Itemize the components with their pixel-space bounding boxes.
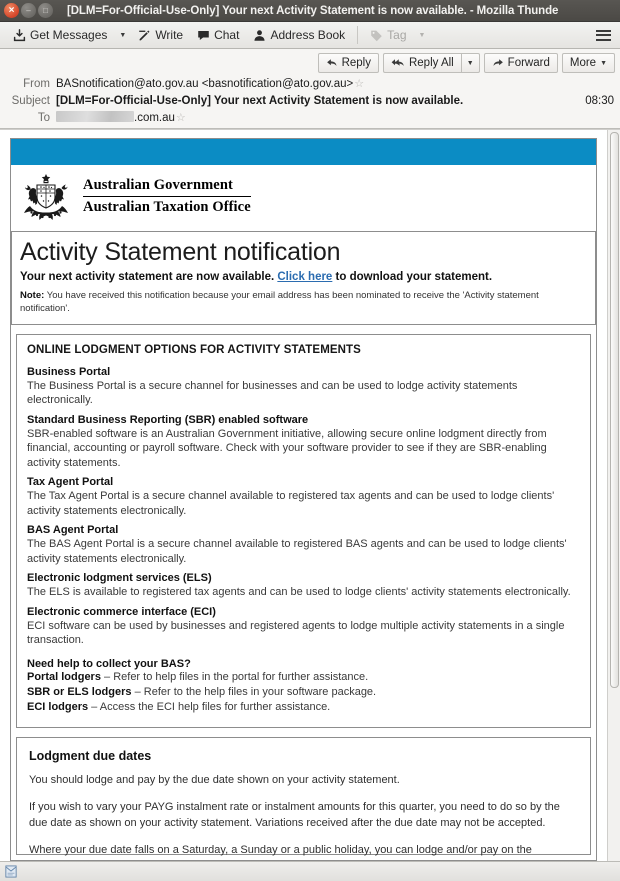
window-title-bar	[0, 0, 620, 22]
message-time: 08:30	[585, 94, 614, 107]
chevron-down-icon: ▼	[466, 59, 474, 67]
subject-label: Subject	[11, 94, 50, 107]
status-bar	[0, 861, 620, 881]
help-line-label: ECI lodgers	[27, 701, 89, 714]
subject-value: [DLM=For-Official-Use-Only] Your next Activity Statement is now available.	[56, 94, 464, 107]
window-minimize-button[interactable]	[21, 3, 36, 18]
help-line	[27, 685, 580, 700]
tag-button[interactable]	[363, 24, 413, 46]
reply-arrow-icon	[326, 57, 338, 69]
ato-branding	[11, 165, 596, 227]
page-title: Activity Statement notification	[20, 238, 341, 266]
option-body: The BAS Agent Portal is a secure channel available to registered BAS agents and can be used to lodge clients' activity statements electronically.	[27, 538, 567, 565]
help-line	[27, 700, 580, 715]
lodgment-option	[17, 600, 590, 648]
option-title: Business Portal	[27, 365, 111, 378]
option-title: Electronic commerce interface (ECI)	[27, 605, 216, 618]
get-messages-label: Get Messages	[30, 28, 108, 42]
from-label: From	[23, 77, 50, 90]
from-row	[0, 75, 620, 92]
chevron-down-icon: ▼	[600, 59, 607, 67]
lodgment-option	[17, 566, 590, 600]
address-book-label: Address Book	[270, 28, 346, 42]
due-dates-panel	[16, 737, 591, 855]
from-address: BASnotification@ato.gov.au <basnotification@ato.gov.au>	[56, 78, 354, 90]
note-label: Note:	[20, 290, 45, 301]
main-toolbar	[0, 22, 620, 49]
due-dates-cut-off-line: Where your due date falls on a Saturday, a Sunday or a public holiday, you can lodge and/or pay on the	[29, 844, 532, 857]
message-body-pane	[0, 129, 620, 861]
message-status-icon	[5, 865, 17, 878]
option-title: BAS Agent Portal	[27, 524, 119, 537]
option-title: Electronic lodgment services (ELS)	[27, 572, 212, 585]
lodgment-option	[17, 518, 590, 566]
pencil-compose-icon	[138, 29, 151, 42]
message-action-bar	[0, 52, 620, 75]
tag-icon	[370, 29, 383, 42]
window-close-button[interactable]	[4, 3, 19, 18]
note-text: You have received this notification because your email address has been nominated to receive the 'Activity statement notification'.	[20, 290, 539, 314]
help-line-label: SBR or ELS lodgers	[27, 685, 132, 698]
more-label: More	[569, 57, 597, 69]
message-scrollbar[interactable]	[607, 130, 620, 861]
help-block	[17, 648, 590, 728]
help-line-text: – Refer to the help files in your software package.	[131, 685, 377, 698]
option-body: The ELS is available to registered tax agents and can be used to lodge clients' activity statements electronically.	[27, 586, 571, 599]
window-maximize-button[interactable]	[38, 3, 53, 18]
forward-button[interactable]	[484, 53, 558, 73]
option-title: Standard Business Reporting (SBR) enabled software	[27, 413, 309, 426]
person-contact-icon	[253, 29, 266, 42]
minimize-icon: –	[26, 5, 31, 15]
option-title: Tax Agent Portal	[27, 476, 114, 489]
get-messages-dropdown[interactable]: ▼	[119, 31, 127, 39]
email-outer-frame	[10, 138, 597, 861]
lead-text-after: to download your statement.	[332, 271, 493, 283]
due-dates-body	[17, 765, 590, 857]
help-line	[27, 670, 580, 685]
star-icon[interactable]: ☆	[175, 112, 186, 124]
download-mail-icon	[13, 29, 26, 42]
notification-note	[12, 286, 595, 324]
window-title: [DLM=For-Official-Use-Only] Your next Activity Statement is now available. - Mozilla Thunde	[67, 4, 559, 17]
lead-text-before: Your next activity statement are now available.	[20, 271, 278, 283]
australian-coat-of-arms	[15, 173, 77, 220]
option-body: ECI software can be used by businesses and registered agents to lodge multiple activity statements in a single transaction.	[27, 619, 565, 647]
chat-bubble-icon	[197, 29, 210, 42]
help-line-text: – Refer to help files in the portal for further assistance.	[100, 670, 369, 683]
to-label: To	[37, 111, 50, 124]
write-label: Write	[155, 28, 184, 42]
lodgment-option	[17, 360, 590, 408]
message-scroll-thumb[interactable]	[610, 132, 619, 688]
to-row	[0, 109, 620, 126]
click-here-link[interactable]: Click here	[277, 271, 333, 283]
due-dates-paragraph: You should lodge and pay by the due date shown on your activity statement.	[29, 774, 400, 787]
forward-label: Forward	[507, 57, 550, 69]
from-value	[56, 77, 614, 90]
lodgment-option	[17, 408, 590, 471]
redacted-recipient	[56, 111, 134, 122]
close-icon: ×	[8, 4, 15, 16]
maximize-icon: □	[43, 5, 48, 15]
notification-panel	[11, 231, 596, 325]
option-body: SBR-enabled software is an Australian Government initiative, allowing secure online lodgment directly from financial, accounting or payroll software. Check with your software provider to see if they are SBR-enabling activity statements.	[27, 427, 547, 469]
help-line-label: Portal lodgers	[27, 670, 101, 683]
tag-label: Tag	[387, 28, 407, 42]
reply-all-dropdown[interactable]	[461, 53, 480, 73]
get-messages-button[interactable]	[6, 24, 114, 46]
lodgment-options-panel	[16, 334, 591, 729]
notification-lead	[12, 271, 595, 286]
star-icon[interactable]: ☆	[354, 78, 365, 90]
wordmark-divider	[83, 196, 251, 197]
message-header-pane	[0, 49, 620, 129]
subject-row	[0, 92, 620, 109]
help-line-text: – Access the ECI help files for further assistance.	[88, 701, 331, 714]
australian-taxation-office-text: Australian Taxation Office	[83, 199, 251, 215]
reply-label: Reply	[341, 57, 371, 69]
chat-label: Chat	[214, 28, 240, 42]
hamburger-menu-icon[interactable]	[593, 26, 614, 45]
more-button[interactable]	[562, 53, 615, 73]
address-book-button[interactable]	[246, 24, 352, 46]
tag-dropdown[interactable]: ▼	[418, 31, 426, 39]
reply-button[interactable]	[318, 53, 379, 73]
option-body: The Tax Agent Portal is a secure channel available to registered tax agents and can be used to lodge clients' activity statements electronically.	[27, 490, 555, 517]
to-domain: .com.au	[134, 112, 175, 124]
forward-arrow-icon	[492, 57, 504, 69]
reply-all-arrow-icon	[391, 57, 405, 69]
ato-wordmark	[83, 177, 251, 216]
ato-blue-banner	[11, 139, 596, 165]
chat-button[interactable]	[190, 24, 246, 46]
australian-government-text: Australian Government	[83, 177, 233, 193]
to-value	[56, 111, 614, 124]
write-button[interactable]	[131, 24, 190, 46]
option-body: The Business Portal is a secure channel for businesses and can be used to lodge activity statements electronically.	[27, 379, 518, 407]
email-content	[0, 130, 607, 861]
reply-all-label: Reply All	[408, 57, 454, 69]
due-dates-heading: Lodgment due dates	[29, 749, 152, 764]
toolbar-separator	[357, 26, 358, 44]
lodgment-option	[17, 470, 590, 518]
lodgment-heading: ONLINE LODGMENT OPTIONS FOR ACTIVITY STATEMENTS	[27, 343, 361, 356]
help-heading: Need help to collect your BAS?	[27, 657, 191, 670]
reply-all-button[interactable]	[383, 53, 461, 73]
due-dates-paragraph: If you wish to vary your PAYG instalment rate or instalment amounts for this quarter, you need to do so by the due date as shown on your activity statement. Variations received after the due date may not be accepted.	[29, 801, 560, 830]
